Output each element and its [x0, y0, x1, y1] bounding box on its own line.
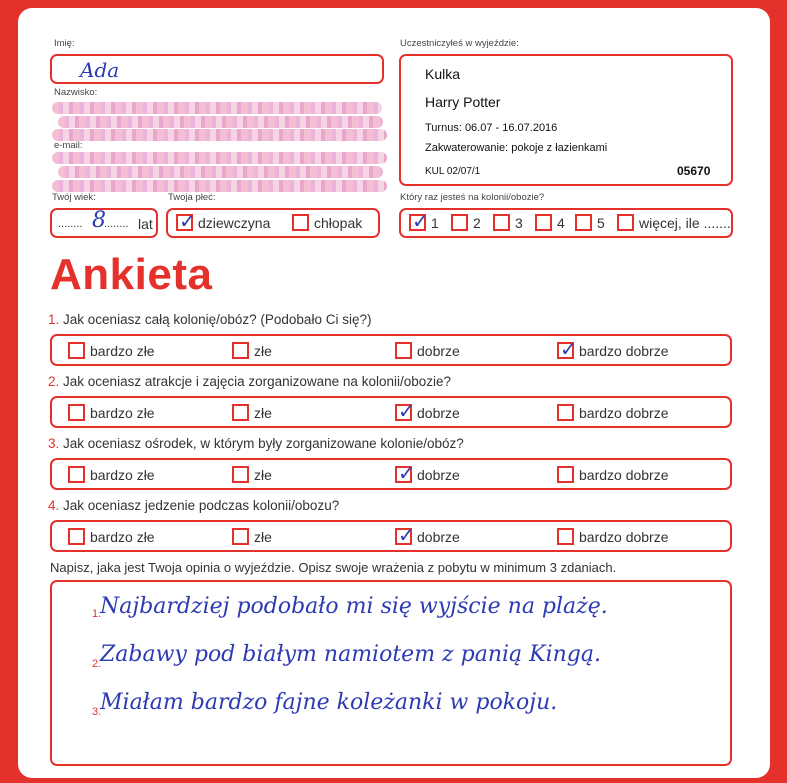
trip-turnus: Turnus: 06.07 - 16.07.2016 — [425, 122, 558, 134]
girl-checkbox[interactable] — [176, 214, 193, 231]
gender-field — [166, 208, 380, 238]
times-label: Który raz jesteś na kolonii/obozie? — [400, 192, 545, 203]
opinion-3-text: Miałam bardzo fajne koleżanki w pokoju. — [100, 690, 558, 715]
question-3-text: Jak oceniasz ośrodek, w którym były zorganizowane kolonie/obóz? — [63, 436, 464, 451]
boy-checkbox[interactable] — [292, 214, 309, 231]
opinion-1-text: Najbardziej podobało mi się wyjście na plażę. — [100, 594, 608, 619]
gender-label: Twoja płeć: — [168, 192, 216, 203]
times-option-4[interactable] — [535, 214, 565, 231]
q2-label-1: bardzo złe — [90, 404, 155, 421]
q1-label-2: złe — [254, 342, 272, 359]
name-field[interactable] — [50, 54, 384, 84]
q1-option-dobrze[interactable] — [395, 342, 460, 359]
times-checkbox-1[interactable] — [409, 214, 426, 231]
age-dots-before: ........ — [58, 218, 83, 230]
times-option-1[interactable] — [409, 214, 439, 231]
gender-girl-option[interactable] — [176, 214, 270, 231]
question-2-text: Jak oceniasz atrakcje i zajęcia zorganizowane na kolonii/obozie? — [63, 374, 452, 389]
question-4 — [48, 498, 339, 513]
times-checkbox-4[interactable] — [535, 214, 552, 231]
q4-label-3: dobrze — [417, 528, 460, 545]
times-field — [399, 208, 733, 238]
question-2-number: 2. — [48, 374, 60, 389]
q1-option-bardzo-dobrze[interactable] — [557, 342, 669, 359]
age-field[interactable] — [50, 208, 158, 238]
times-label-more: więcej, ile ....... — [639, 214, 731, 231]
q4-option-bardzo-dobrze[interactable] — [557, 528, 669, 545]
opinion-field[interactable] — [50, 580, 732, 766]
trip-number: 05670 — [677, 164, 711, 178]
question-4-text: Jak oceniasz jedzenie podczas kolonii/obozu? — [63, 498, 340, 513]
q3-checkbox-4[interactable] — [557, 466, 574, 483]
times-checkbox-3[interactable] — [493, 214, 510, 231]
times-label-5: 5 — [597, 214, 605, 231]
q2-checkbox-4[interactable] — [557, 404, 574, 421]
email-label: e-mail: — [54, 140, 83, 151]
q3-option-bardzo-zle[interactable] — [68, 466, 155, 483]
question-1-text: Jak oceniasz całą kolonię/obóz? (Podobało Ci się?) — [63, 312, 372, 327]
opinion-2-text: Zabawy pod białym namiotem z panią Kingą. — [100, 642, 601, 667]
times-option-more[interactable] — [617, 214, 731, 231]
trip-line1: Kulka — [425, 66, 461, 82]
opinion-prompt: Napisz, jaka jest Twoja opinia o wyjeździe. Opisz swoje wrażenia z pobytu w minimum 3 zdaniach. — [50, 560, 617, 575]
times-option-2[interactable] — [451, 214, 481, 231]
q2-checkbox-3[interactable] — [395, 404, 412, 421]
q4-checkbox-4[interactable] — [557, 528, 574, 545]
surname-label: Nazwisko: — [54, 87, 98, 98]
q4-checkbox-1[interactable] — [68, 528, 85, 545]
opinion-3-number: 3. — [92, 706, 102, 718]
name-label: Imię: — [54, 38, 75, 49]
q1-label-3: dobrze — [417, 342, 460, 359]
q2-checkbox-2[interactable] — [232, 404, 249, 421]
q2-label-3: dobrze — [417, 404, 460, 421]
times-label-2: 2 — [473, 214, 481, 231]
q3-option-zle[interactable] — [232, 466, 272, 483]
answer-row-3 — [50, 458, 732, 490]
q4-label-1: bardzo złe — [90, 528, 155, 545]
q3-checkbox-1[interactable] — [68, 466, 85, 483]
q4-checkbox-3[interactable] — [395, 528, 412, 545]
times-label-3: 3 — [515, 214, 523, 231]
q4-checkbox-2[interactable] — [232, 528, 249, 545]
times-option-3[interactable] — [493, 214, 523, 231]
q3-label-2: złe — [254, 466, 272, 483]
q4-label-4: bardzo dobrze — [579, 528, 669, 545]
trip-line2: Harry Potter — [425, 94, 501, 110]
trip-code: KUL 02/07/1 — [425, 166, 481, 177]
q2-label-2: złe — [254, 404, 272, 421]
q2-option-dobrze[interactable] — [395, 404, 460, 421]
q3-option-bardzo-dobrze[interactable] — [557, 466, 669, 483]
times-option-5[interactable] — [575, 214, 605, 231]
survey-title: Ankieta — [50, 250, 213, 299]
question-3 — [48, 436, 464, 451]
q3-label-3: dobrze — [417, 466, 460, 483]
q1-option-bardzo-zle[interactable] — [68, 342, 155, 359]
q2-option-bardzo-dobrze[interactable] — [557, 404, 669, 421]
q3-checkbox-3[interactable] — [395, 466, 412, 483]
q3-label-1: bardzo złe — [90, 466, 155, 483]
q2-option-bardzo-zle[interactable] — [68, 404, 155, 421]
age-unit: lat — [138, 216, 153, 232]
q1-checkbox-2[interactable] — [232, 342, 249, 359]
question-3-number: 3. — [48, 436, 60, 451]
q1-checkbox-1[interactable] — [68, 342, 85, 359]
times-label-4: 4 — [557, 214, 565, 231]
question-2 — [48, 374, 451, 389]
times-checkbox-2[interactable] — [451, 214, 468, 231]
answer-row-1 — [50, 334, 732, 366]
question-1 — [48, 312, 371, 327]
age-dots-after: ........ — [104, 218, 129, 230]
q4-option-zle[interactable] — [232, 528, 272, 545]
question-4-number: 4. — [48, 498, 60, 513]
q3-checkbox-2[interactable] — [232, 466, 249, 483]
question-1-number: 1. — [48, 312, 60, 327]
times-label-1: 1 — [431, 214, 439, 231]
name-value: Ada — [80, 58, 120, 82]
q2-checkbox-1[interactable] — [68, 404, 85, 421]
gender-boy-option[interactable] — [292, 214, 362, 231]
q2-option-zle[interactable] — [232, 404, 272, 421]
age-label: Twój wiek: — [52, 192, 96, 203]
girl-label: dziewczyna — [198, 214, 271, 231]
times-checkbox-more[interactable] — [617, 214, 634, 231]
opinion-2-number: 2. — [92, 658, 102, 670]
trip-accommodation: Zakwaterowanie: pokoje z łazienkami — [425, 142, 608, 154]
q3-label-4: bardzo dobrze — [579, 466, 669, 483]
trip-box — [399, 54, 733, 186]
boy-label: chłopak — [314, 214, 363, 231]
q4-option-bardzo-zle[interactable] — [68, 528, 155, 545]
q4-option-dobrze[interactable] — [395, 528, 460, 545]
opinion-1-number: 1. — [92, 608, 102, 620]
q1-checkbox-3[interactable] — [395, 342, 412, 359]
q2-label-4: bardzo dobrze — [579, 404, 669, 421]
q1-label-1: bardzo złe — [90, 342, 155, 359]
answer-row-4 — [50, 520, 732, 552]
q1-label-4: bardzo dobrze — [579, 342, 669, 359]
q1-checkbox-4[interactable] — [557, 342, 574, 359]
age-value: 8 — [92, 208, 106, 233]
times-checkbox-5[interactable] — [575, 214, 592, 231]
q3-option-dobrze[interactable] — [395, 466, 460, 483]
q4-label-2: złe — [254, 528, 272, 545]
survey-sheet — [18, 8, 770, 778]
q1-option-zle[interactable] — [232, 342, 272, 359]
participated-label: Uczestniczyłeś w wyjeździe: — [400, 38, 519, 49]
answer-row-2 — [50, 396, 732, 428]
